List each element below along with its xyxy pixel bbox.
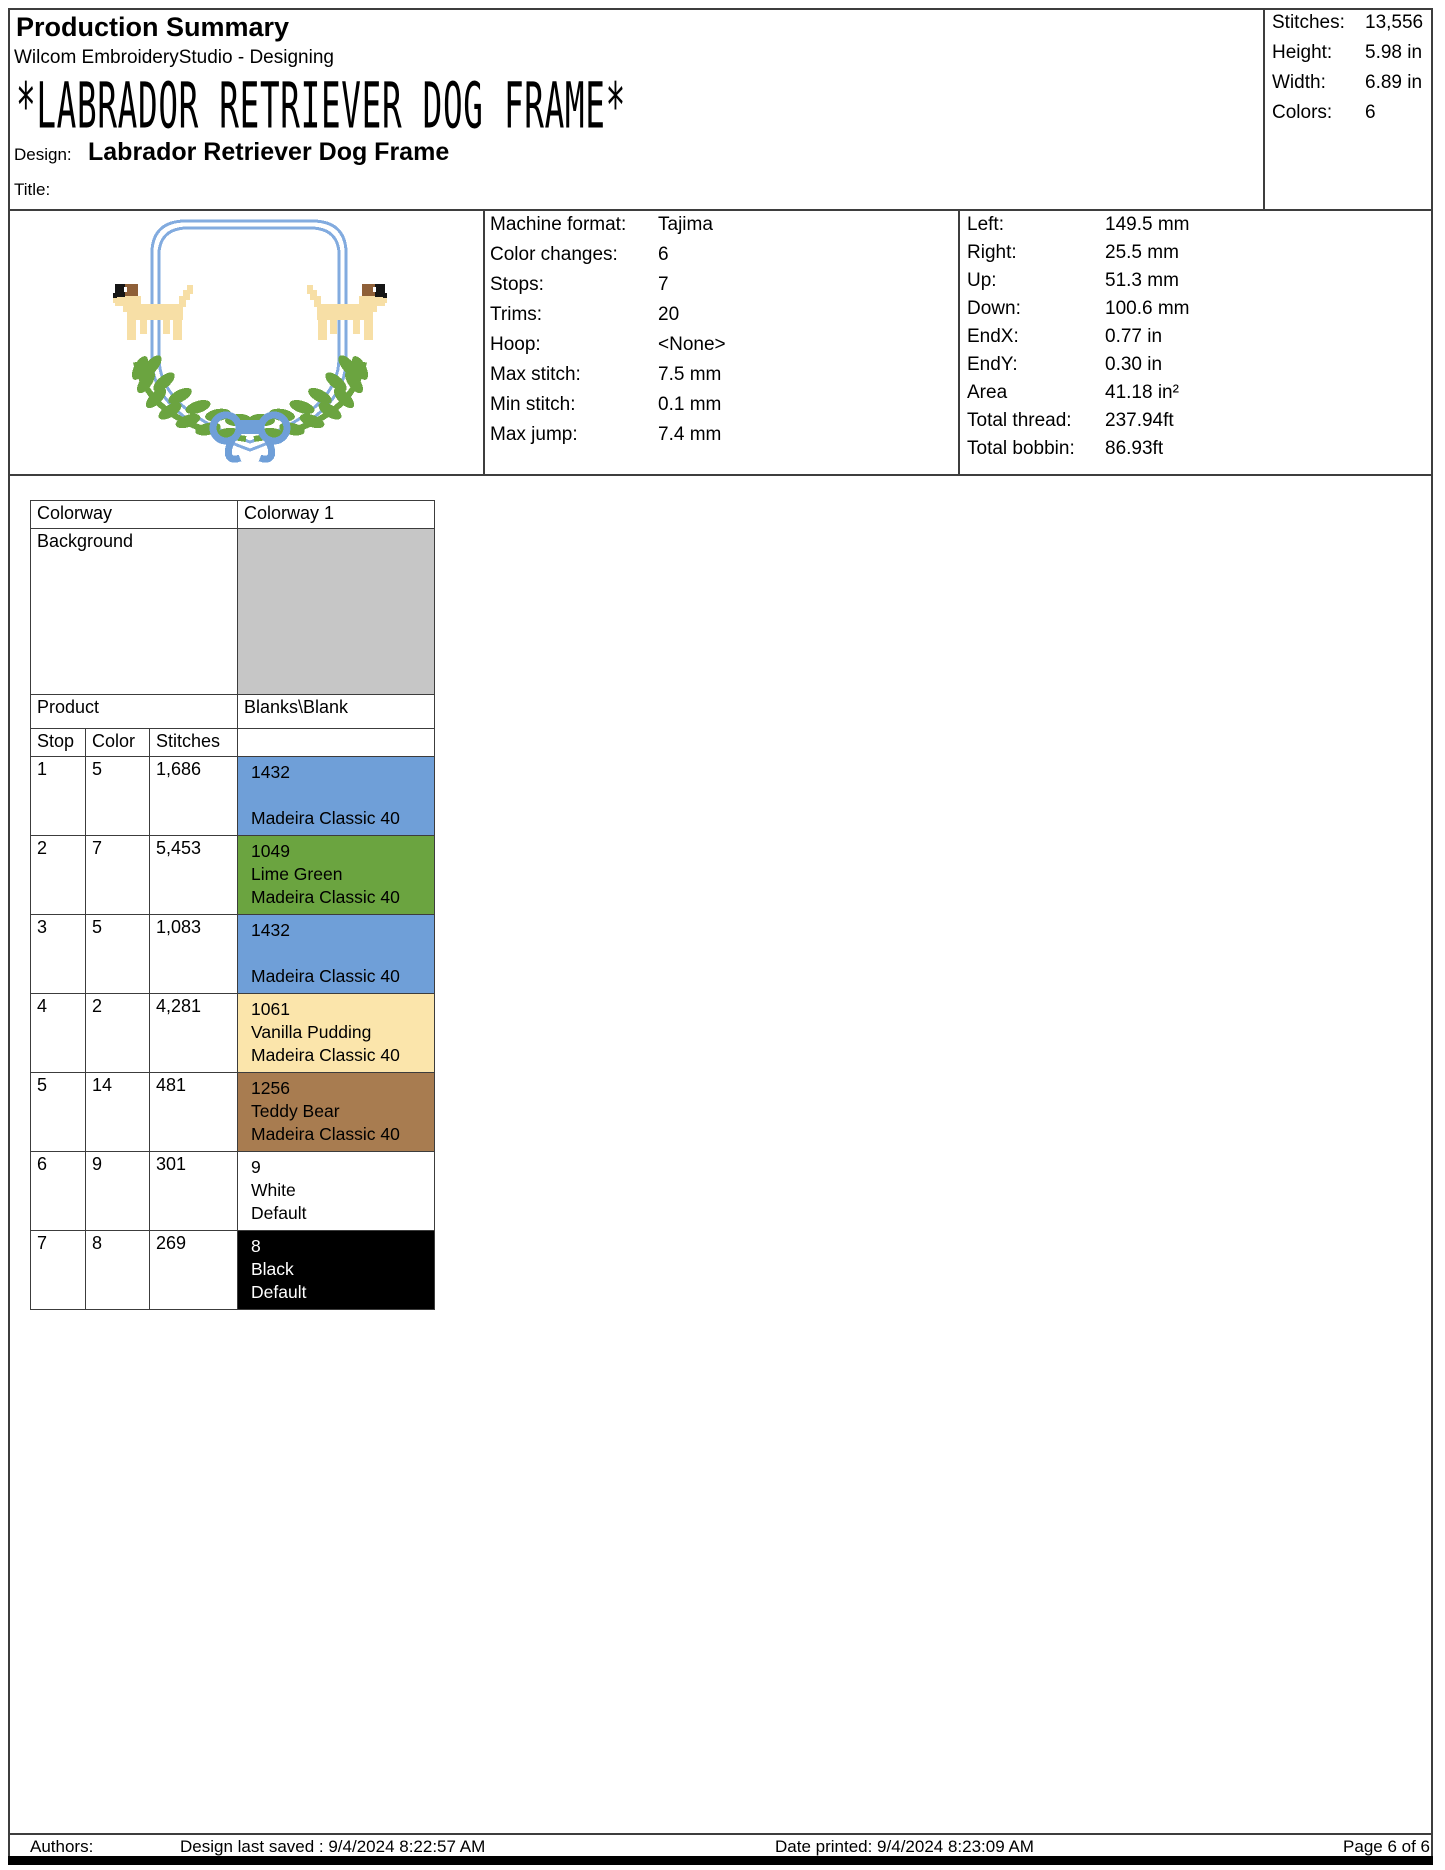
extent-label: Total bobbin: [967,438,1075,459]
title-label: Title: [14,180,51,199]
stitch-count-cell: 269 [150,1231,238,1310]
thread-brand: Madeira Classic 40 [251,1124,400,1144]
thread-chip [238,1231,435,1310]
extent-label: Down: [967,298,1021,319]
machine-row [490,424,950,454]
column-header-color: Color [86,729,150,757]
thread-name [251,784,434,807]
table-row [31,836,435,915]
extent-label: Left: [967,214,1004,235]
stop-cell: 7 [31,1231,86,1310]
extent-row [967,382,1417,410]
thread-brand: Madeira Classic 40 [251,1045,400,1065]
color-number-cell: 14 [86,1073,150,1152]
extent-row [967,298,1417,326]
page-title: Production Summary [16,12,290,42]
stat-row [1272,42,1432,72]
column-header-thread [238,729,435,757]
thread-name: Black [251,1259,294,1279]
machine-row [490,274,950,304]
extent-row [967,410,1417,438]
thread-brand: Default [251,1203,307,1223]
machine-value: 7 [658,274,669,295]
machine-row [490,244,950,274]
table-row [31,1231,435,1310]
machine-value: <None> [658,334,726,355]
machine-value: 0.1 mm [658,394,722,415]
extent-value: 100.6 mm [1105,298,1190,319]
design-section-divider [8,474,1433,476]
date-printed-timestamp: Date printed: 9/4/2024 8:23:09 AM [775,1837,1034,1856]
color-number-cell: 5 [86,915,150,994]
thread-code: 1432 [251,920,290,940]
machine-label: Hoop: [490,334,541,355]
stop-cell: 4 [31,994,86,1073]
thread-code: 1061 [251,999,290,1019]
machine-column-divider [483,209,485,476]
machine-format-panel [490,214,950,454]
thread-code: 1256 [251,1078,290,1098]
stop-cell: 1 [31,757,86,836]
extent-row [967,326,1417,354]
footer-divider [8,1833,1433,1835]
design-label: Design: [14,145,72,164]
thread-chip [238,757,435,836]
stop-cell: 5 [31,1073,86,1152]
machine-label: Stops: [490,274,544,295]
column-header-stitches: Stitches [150,729,238,757]
stitch-font-title: *LABRADOR RETRIEVER DOG FRAME* [16,69,626,144]
stop-cell: 3 [31,915,86,994]
thread-name: White [251,1180,296,1200]
machine-value: 6 [658,244,669,265]
stop-cell: 2 [31,836,86,915]
product-label-cell: Product [31,695,238,729]
extent-row [967,242,1417,270]
machine-row [490,364,950,394]
column-header-stop: Stop [31,729,86,757]
stat-row [1272,12,1432,42]
thread-name: Lime Green [251,864,343,884]
table-row [31,1073,435,1152]
extent-label: Up: [967,270,997,291]
stop-cell: 6 [31,1152,86,1231]
background-label-cell: Background [31,529,238,695]
design-name: Labrador Retriever Dog Frame [88,138,450,166]
table-row [31,994,435,1073]
thread-chip [238,1073,435,1152]
stat-label: Stitches: [1272,12,1345,33]
extent-value: 149.5 mm [1105,214,1190,235]
machine-label: Color changes: [490,244,618,265]
stitch-count-cell: 5,453 [150,836,238,915]
stitch-count-cell: 1,686 [150,757,238,836]
page-bottom-bar [8,1856,1433,1865]
thread-chip [238,836,435,915]
color-number-cell: 8 [86,1231,150,1310]
stat-value: 5.98 in [1365,42,1423,63]
extent-value: 51.3 mm [1105,270,1179,291]
machine-row [490,334,950,364]
machine-row [490,214,950,244]
thread-chip [238,1152,435,1231]
stitch-count-cell: 4,281 [150,994,238,1073]
authors-label: Authors: [30,1837,94,1856]
stat-label: Colors: [1272,102,1333,123]
thread-code: 1432 [251,762,290,782]
thread-name [251,942,434,965]
machine-value: 7.5 mm [658,364,722,385]
extent-label: Right: [967,242,1017,263]
extent-row [967,354,1417,382]
thread-name: Vanilla Pudding [251,1022,372,1042]
machine-row [490,304,950,334]
machine-value: Tajima [658,214,713,235]
laurel-branch-right [249,352,372,441]
table-row [31,1152,435,1231]
page-number: Page 6 of 6 [1343,1837,1430,1856]
thread-code: 1049 [251,841,290,861]
machine-value: 20 [658,304,680,325]
thread-code: 9 [251,1157,261,1177]
app-name: Wilcom EmbroideryStudio - Designing [14,47,334,68]
colorway-header-cell: Colorway [31,501,238,529]
stat-value: 13,556 [1365,12,1424,33]
color-number-cell: 5 [86,757,150,836]
colorway-table [30,500,435,1310]
thread-brand: Madeira Classic 40 [251,808,400,828]
extent-label: Total thread: [967,410,1072,431]
thread-chip [238,994,435,1073]
stats-column-divider [1263,8,1265,211]
thread-brand: Madeira Classic 40 [251,887,400,907]
machine-label: Min stitch: [490,394,576,415]
extent-value: 0.30 in [1105,354,1163,375]
embroidery-preview-graphic [80,210,420,474]
extent-value: 25.5 mm [1105,242,1179,263]
machine-label: Max jump: [490,424,578,445]
thread-code: 8 [251,1236,261,1256]
stitch-count-cell: 301 [150,1152,238,1231]
extent-value: 237.94ft [1105,410,1174,431]
laurel-branch-left [129,352,252,441]
extent-row [967,270,1417,298]
design-stats-panel [1272,12,1432,132]
table-row [31,915,435,994]
extent-label: Area [967,382,1008,403]
machine-value: 7.4 mm [658,424,722,445]
background-swatch [238,529,435,695]
table-row [31,757,435,836]
machine-row [490,394,950,424]
last-saved-timestamp: Design last saved : 9/4/2024 8:22:57 AM [180,1837,486,1856]
machine-label: Max stitch: [490,364,581,385]
thread-name: Teddy Bear [251,1101,340,1121]
extent-label: EndX: [967,326,1019,347]
stitch-count-cell: 481 [150,1073,238,1152]
stat-value: 6.89 in [1365,72,1423,93]
color-number-cell: 7 [86,836,150,915]
stat-value: 6 [1365,102,1376,123]
stat-label: Width: [1272,72,1326,93]
extent-value: 86.93ft [1105,438,1164,459]
design-preview [80,210,420,474]
extent-value: 41.18 in² [1105,382,1179,403]
extent-label: EndY: [967,354,1018,375]
color-number-cell: 2 [86,994,150,1073]
stitch-count-cell: 1,083 [150,915,238,994]
thread-brand: Madeira Classic 40 [251,966,400,986]
extents-column-divider [958,209,960,476]
extents-panel [967,214,1417,466]
stat-row [1272,102,1432,132]
product-value-cell: Blanks\Blank [238,695,435,729]
stat-label: Height: [1272,42,1333,63]
thread-chip [238,915,435,994]
extent-row [967,438,1417,466]
extent-value: 0.77 in [1105,326,1163,347]
stat-row [1272,72,1432,102]
machine-label: Machine format: [490,214,627,235]
colorway-name-cell: Colorway 1 [238,501,435,529]
machine-label: Trims: [490,304,543,325]
thread-brand: Default [251,1282,307,1302]
extent-row [967,214,1417,242]
color-number-cell: 9 [86,1152,150,1231]
